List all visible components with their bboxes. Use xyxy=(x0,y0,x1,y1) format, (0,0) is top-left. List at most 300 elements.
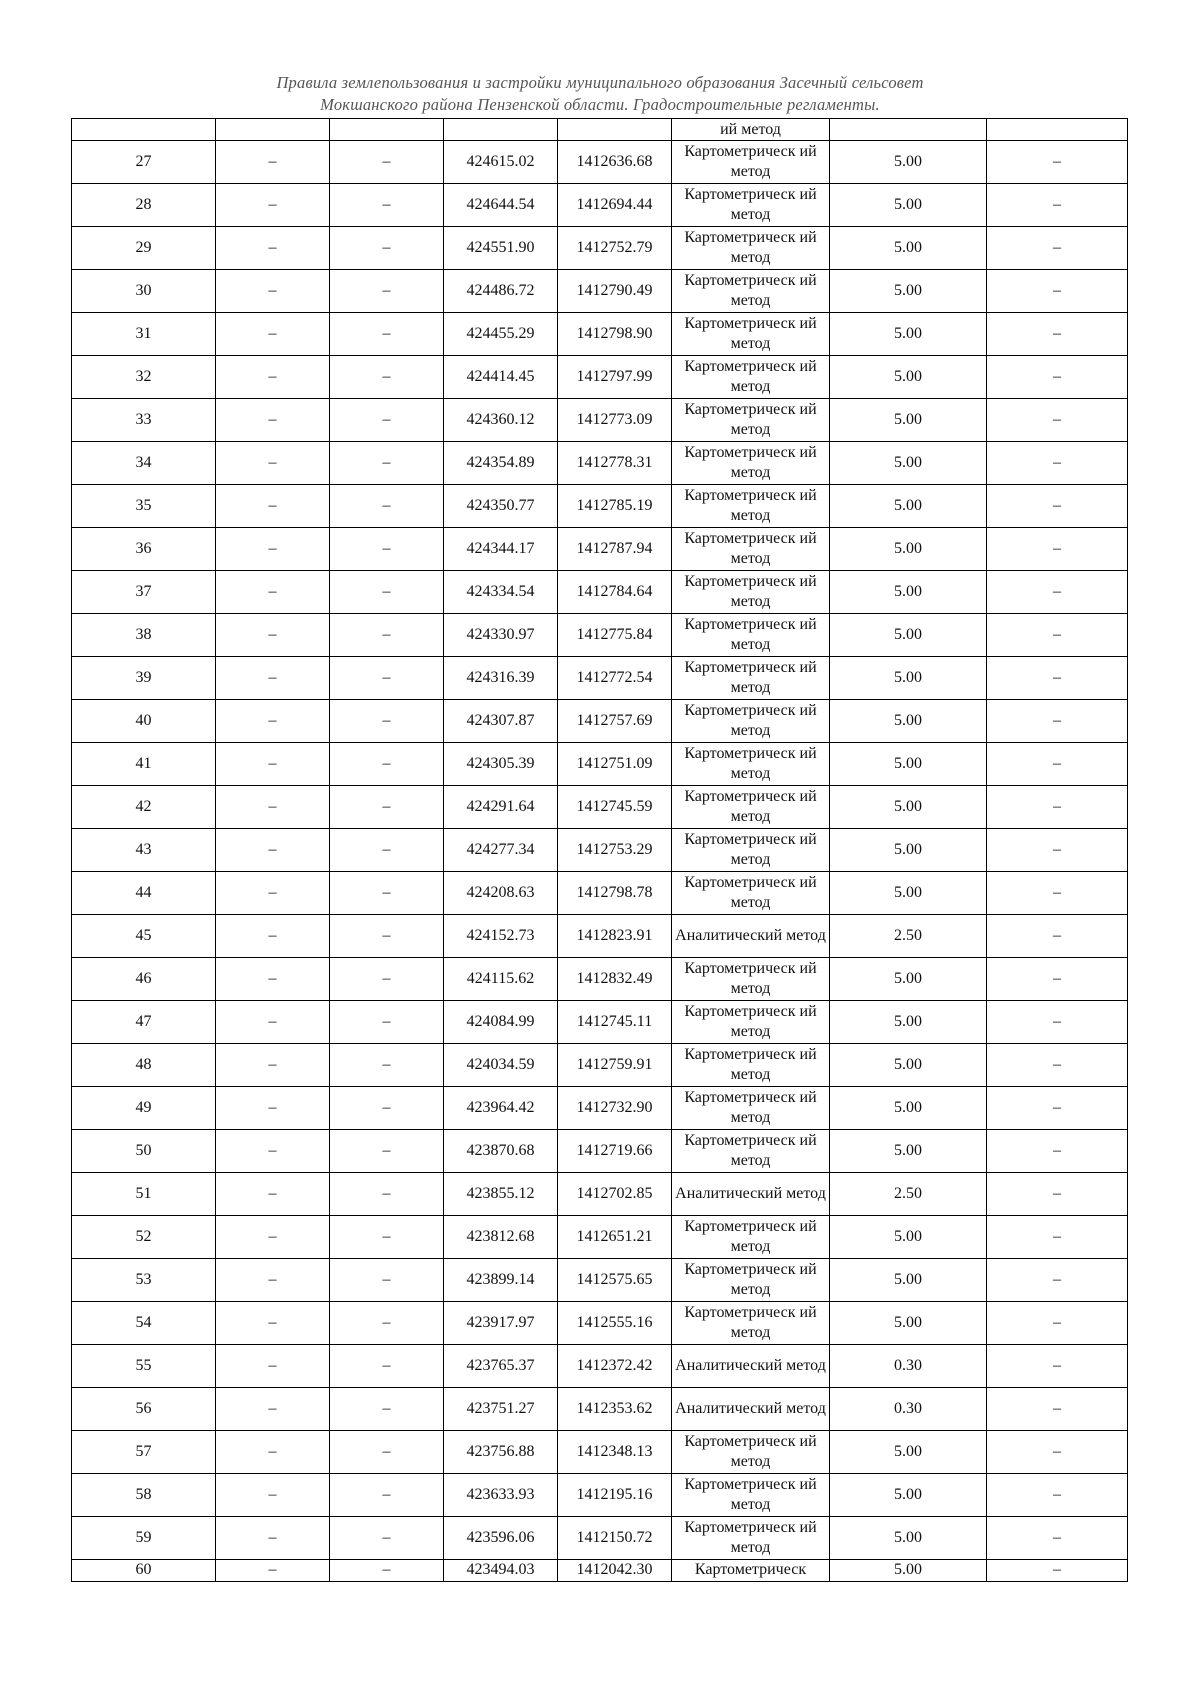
cell-y-coordinate: 1412752.79 xyxy=(558,227,672,270)
cell-dash: – xyxy=(216,657,330,700)
cell-y-coordinate: 1412784.64 xyxy=(558,571,672,614)
cell-dash: – xyxy=(216,528,330,571)
cell-accuracy: 5.00 xyxy=(830,1431,987,1474)
cell-method: Картометрическ ий метод xyxy=(672,141,830,184)
cell-y-coordinate: 1412757.69 xyxy=(558,700,672,743)
cell-accuracy: 5.00 xyxy=(830,571,987,614)
cell-point-number: 48 xyxy=(72,1044,216,1087)
cell-point-number: 34 xyxy=(72,442,216,485)
cell-point-number: 39 xyxy=(72,657,216,700)
cell-dash: – xyxy=(216,485,330,528)
cell-point-number: 30 xyxy=(72,270,216,313)
cell-dash: – xyxy=(987,614,1128,657)
cell-x-coordinate: 424307.87 xyxy=(444,700,558,743)
table-row xyxy=(72,915,1128,958)
cell-dash: – xyxy=(987,571,1128,614)
cell-dash: – xyxy=(330,485,444,528)
cell-method: Аналитический метод xyxy=(672,1388,830,1431)
cell-method: Картометрическ ий метод xyxy=(672,1044,830,1087)
cell-method: Картометрическ ий метод xyxy=(672,958,830,1001)
cell-accuracy: 5.00 xyxy=(830,1044,987,1087)
cell-point-number: 28 xyxy=(72,184,216,227)
cell-dash: – xyxy=(330,1474,444,1517)
cell-x-coordinate: 423855.12 xyxy=(444,1173,558,1216)
cell-x-coordinate: 423596.06 xyxy=(444,1517,558,1560)
table-row xyxy=(72,1302,1128,1345)
cell-method: Картометрическ ий метод xyxy=(672,614,830,657)
cell-x-coordinate: 424360.12 xyxy=(444,399,558,442)
cell-point-number: 36 xyxy=(72,528,216,571)
cell-x-coordinate: 423756.88 xyxy=(444,1431,558,1474)
cell-point-number: 33 xyxy=(72,399,216,442)
cell-y-coordinate: 1412732.90 xyxy=(558,1087,672,1130)
cell-y-coordinate: 1412150.72 xyxy=(558,1517,672,1560)
cell-point-number: 54 xyxy=(72,1302,216,1345)
cell-x-coordinate: 423964.42 xyxy=(444,1087,558,1130)
cell-x-coordinate: 423494.03 xyxy=(444,1560,558,1582)
cell-y-coordinate: 1412348.13 xyxy=(558,1431,672,1474)
cell-method: Картометрическ ий метод xyxy=(672,786,830,829)
table-row xyxy=(72,786,1128,829)
cell-x-coordinate: 424291.64 xyxy=(444,786,558,829)
cell-accuracy: 5.00 xyxy=(830,786,987,829)
cell-accuracy: 5.00 xyxy=(830,1001,987,1044)
cell-dash: – xyxy=(987,1130,1128,1173)
cell-y-coordinate: 1412778.31 xyxy=(558,442,672,485)
cell-point-number: 29 xyxy=(72,227,216,270)
cell-method: Картометрическ ий метод xyxy=(672,184,830,227)
cell-dash: – xyxy=(330,313,444,356)
table-row xyxy=(72,141,1128,184)
cell-dash: – xyxy=(330,786,444,829)
cell-point-number: 37 xyxy=(72,571,216,614)
table-row xyxy=(72,700,1128,743)
table-row xyxy=(72,485,1128,528)
table-row xyxy=(72,528,1128,571)
cell-dash: – xyxy=(330,1517,444,1560)
cell-dash: – xyxy=(216,1431,330,1474)
cell-point-number: 44 xyxy=(72,872,216,915)
cell-method: Картометрическ ий метод xyxy=(672,1216,830,1259)
table-row xyxy=(72,1044,1128,1087)
cell-dash: – xyxy=(216,141,330,184)
cell-dash: – xyxy=(987,829,1128,872)
cell-dash: – xyxy=(216,1388,330,1431)
cell-dash: – xyxy=(987,1560,1128,1582)
cell xyxy=(987,119,1128,141)
cell-x-coordinate: 424208.63 xyxy=(444,872,558,915)
cell-method: Картометрическ ий метод xyxy=(672,1517,830,1560)
cell-point-number: 55 xyxy=(72,1345,216,1388)
cell-dash: – xyxy=(216,1560,330,1582)
cell-accuracy: 5.00 xyxy=(830,1216,987,1259)
cell-method: Картометрическ ий метод xyxy=(672,270,830,313)
cell-accuracy: 5.00 xyxy=(830,442,987,485)
cell-dash: – xyxy=(987,1044,1128,1087)
cell-point-number: 52 xyxy=(72,1216,216,1259)
table-row xyxy=(72,184,1128,227)
cell-dash: – xyxy=(330,1431,444,1474)
cell-point-number: 51 xyxy=(72,1173,216,1216)
cell-dash: – xyxy=(987,1474,1128,1517)
cell-accuracy: 2.50 xyxy=(830,915,987,958)
cell-point-number: 49 xyxy=(72,1087,216,1130)
cell-method: Картометрическ ий метод xyxy=(672,485,830,528)
cell-accuracy: 5.00 xyxy=(830,528,987,571)
cell-x-coordinate: 424486.72 xyxy=(444,270,558,313)
cell-point-number: 31 xyxy=(72,313,216,356)
cell-method: Картометрическ ий метод xyxy=(672,356,830,399)
cell-x-coordinate: 424334.54 xyxy=(444,571,558,614)
cell-dash: – xyxy=(987,528,1128,571)
cell-y-coordinate: 1412775.84 xyxy=(558,614,672,657)
cell-dash: – xyxy=(216,958,330,1001)
cell-y-coordinate: 1412694.44 xyxy=(558,184,672,227)
table-row xyxy=(72,313,1128,356)
cell-dash: – xyxy=(987,270,1128,313)
cell-method: Картометрическ ий метод xyxy=(672,442,830,485)
cell-y-coordinate: 1412702.85 xyxy=(558,1173,672,1216)
table-row xyxy=(72,1001,1128,1044)
cell-y-coordinate: 1412787.94 xyxy=(558,528,672,571)
cell-point-number: 27 xyxy=(72,141,216,184)
cell-dash: – xyxy=(216,399,330,442)
cell-dash: – xyxy=(216,872,330,915)
cell-method: Картометрическ ий метод xyxy=(672,1087,830,1130)
cell-dash: – xyxy=(987,1173,1128,1216)
cell-method: Картометрическ ий метод xyxy=(672,700,830,743)
cell-method: Картометрическ ий метод xyxy=(672,1474,830,1517)
cell-method: Картометрическ ий метод xyxy=(672,1259,830,1302)
cell-point-number: 43 xyxy=(72,829,216,872)
cell-dash: – xyxy=(987,184,1128,227)
cell-dash: – xyxy=(987,313,1128,356)
table-row xyxy=(72,1087,1128,1130)
table-row xyxy=(72,1345,1128,1388)
cell-dash: – xyxy=(987,1517,1128,1560)
table-row xyxy=(72,1517,1128,1560)
cell-method: Картометрическ ий метод xyxy=(672,528,830,571)
cell-y-coordinate: 1412790.49 xyxy=(558,270,672,313)
cell-accuracy: 5.00 xyxy=(830,313,987,356)
cell-y-coordinate: 1412753.29 xyxy=(558,829,672,872)
cell-method: Картометрическ ий метод xyxy=(672,1431,830,1474)
cell-dash: – xyxy=(216,829,330,872)
cell-dash: – xyxy=(987,743,1128,786)
cell-dash: – xyxy=(330,1044,444,1087)
cell-dash: – xyxy=(987,958,1128,1001)
cell-dash: – xyxy=(987,1431,1128,1474)
cell-dash: – xyxy=(216,227,330,270)
cell-dash: – xyxy=(216,1130,330,1173)
cell-dash: – xyxy=(987,786,1128,829)
cell-x-coordinate: 423633.93 xyxy=(444,1474,558,1517)
cell-dash: – xyxy=(216,442,330,485)
cell-dash: – xyxy=(216,313,330,356)
cell-x-coordinate: 424152.73 xyxy=(444,915,558,958)
cell-x-coordinate: 423899.14 xyxy=(444,1259,558,1302)
cell-dash: – xyxy=(330,1345,444,1388)
table-row xyxy=(72,1216,1128,1259)
cell-dash: – xyxy=(330,743,444,786)
header-line-2: Мокшанского района Пензенской области. Градостроительные регламенты. xyxy=(320,95,880,114)
cell-accuracy: 5.00 xyxy=(830,270,987,313)
cell-y-coordinate: 1412785.19 xyxy=(558,485,672,528)
cell-dash: – xyxy=(216,743,330,786)
cell-y-coordinate: 1412797.99 xyxy=(558,356,672,399)
cell-method: Картометрическ ий метод xyxy=(672,227,830,270)
cell-accuracy: 0.30 xyxy=(830,1388,987,1431)
table-row-last xyxy=(72,1560,1128,1582)
cell-dash: – xyxy=(987,227,1128,270)
table-row xyxy=(72,399,1128,442)
table-row xyxy=(72,270,1128,313)
cell-dash: – xyxy=(216,1302,330,1345)
cell-dash: – xyxy=(987,485,1128,528)
cell-dash: – xyxy=(330,1560,444,1582)
table-body xyxy=(72,119,1128,1582)
cell-dash: – xyxy=(987,1216,1128,1259)
cell-y-coordinate: 1412832.49 xyxy=(558,958,672,1001)
cell-y-coordinate: 1412798.78 xyxy=(558,872,672,915)
cell-method: Картометрическ ий метод xyxy=(672,399,830,442)
cell-point-number: 45 xyxy=(72,915,216,958)
cell-point-number: 35 xyxy=(72,485,216,528)
cell-point-number: 46 xyxy=(72,958,216,1001)
cell-method: Картометрическ ий метод xyxy=(672,829,830,872)
cell-method: Картометрическ ий метод xyxy=(672,657,830,700)
cell-method: Картометрическ ий метод xyxy=(672,571,830,614)
cell-method: Аналитический метод xyxy=(672,1345,830,1388)
table-row xyxy=(72,829,1128,872)
cell-x-coordinate: 423751.27 xyxy=(444,1388,558,1431)
cell-dash: – xyxy=(330,1130,444,1173)
cell-dash: – xyxy=(216,786,330,829)
cell-accuracy: 2.50 xyxy=(830,1173,987,1216)
cell-dash: – xyxy=(216,1173,330,1216)
cell-dash: – xyxy=(216,700,330,743)
cell-method: Аналитический метод xyxy=(672,1173,830,1216)
cell-x-coordinate: 424277.34 xyxy=(444,829,558,872)
cell-dash: – xyxy=(987,141,1128,184)
cell-dash: – xyxy=(987,1302,1128,1345)
cell-dash: – xyxy=(216,356,330,399)
cell-point-number: 58 xyxy=(72,1474,216,1517)
cell-dash: – xyxy=(216,1001,330,1044)
page-header xyxy=(0,72,1200,116)
cell-method: ий метод xyxy=(672,119,830,141)
cell-dash: – xyxy=(330,1388,444,1431)
table-row xyxy=(72,1173,1128,1216)
cell-dash: – xyxy=(216,1087,330,1130)
cell-x-coordinate: 424644.54 xyxy=(444,184,558,227)
cell-method: Аналитический метод xyxy=(672,915,830,958)
cell-x-coordinate: 424344.17 xyxy=(444,528,558,571)
cell-point-number: 47 xyxy=(72,1001,216,1044)
cell-dash: – xyxy=(216,1216,330,1259)
cell-accuracy: 5.00 xyxy=(830,141,987,184)
cell-dash: – xyxy=(330,958,444,1001)
cell-dash: – xyxy=(216,571,330,614)
cell-x-coordinate: 424354.89 xyxy=(444,442,558,485)
cell xyxy=(830,119,987,141)
cell-accuracy: 5.00 xyxy=(830,1560,987,1582)
cell-dash: – xyxy=(987,1345,1128,1388)
cell-accuracy: 5.00 xyxy=(830,614,987,657)
cell-accuracy: 5.00 xyxy=(830,700,987,743)
cell-x-coordinate: 424330.97 xyxy=(444,614,558,657)
cell-dash: – xyxy=(987,442,1128,485)
cell-accuracy: 0.30 xyxy=(830,1345,987,1388)
table-row xyxy=(72,356,1128,399)
table-row xyxy=(72,614,1128,657)
cell-dash: – xyxy=(330,356,444,399)
cell-dash: – xyxy=(987,915,1128,958)
cell xyxy=(558,119,672,141)
cell-dash: – xyxy=(216,270,330,313)
cell-dash: – xyxy=(330,657,444,700)
cell-method: Картометрическ ий метод xyxy=(672,743,830,786)
cell xyxy=(216,119,330,141)
cell-accuracy: 5.00 xyxy=(830,872,987,915)
cell-point-number: 38 xyxy=(72,614,216,657)
cell-dash: – xyxy=(330,1001,444,1044)
cell-y-coordinate: 1412745.59 xyxy=(558,786,672,829)
cell-dash: – xyxy=(216,1044,330,1087)
cell-dash: – xyxy=(987,399,1128,442)
cell-y-coordinate: 1412372.42 xyxy=(558,1345,672,1388)
cell-point-number: 42 xyxy=(72,786,216,829)
table-row xyxy=(72,872,1128,915)
cell-x-coordinate: 424305.39 xyxy=(444,743,558,786)
cell-dash: – xyxy=(987,872,1128,915)
table-row-continuation xyxy=(72,119,1128,141)
table-row xyxy=(72,1259,1128,1302)
cell-x-coordinate: 424455.29 xyxy=(444,313,558,356)
cell-x-coordinate: 423812.68 xyxy=(444,1216,558,1259)
cell-x-coordinate: 423765.37 xyxy=(444,1345,558,1388)
cell-dash: – xyxy=(987,356,1128,399)
cell-method: Картометрическ ий метод xyxy=(672,872,830,915)
cell-point-number: 53 xyxy=(72,1259,216,1302)
cell-accuracy: 5.00 xyxy=(830,184,987,227)
cell-dash: – xyxy=(330,614,444,657)
cell-y-coordinate: 1412651.21 xyxy=(558,1216,672,1259)
cell-x-coordinate: 424350.77 xyxy=(444,485,558,528)
cell-method: Картометрическ ий метод xyxy=(672,1001,830,1044)
table-row xyxy=(72,1474,1128,1517)
cell-point-number: 57 xyxy=(72,1431,216,1474)
table-row xyxy=(72,227,1128,270)
header-line-1: Правила землепользования и застройки муниципального образования Засечный сельсовет xyxy=(276,73,924,92)
cell-x-coordinate: 424034.59 xyxy=(444,1044,558,1087)
table-row xyxy=(72,442,1128,485)
cell-dash: – xyxy=(330,141,444,184)
cell-y-coordinate: 1412798.90 xyxy=(558,313,672,356)
cell-point-number: 50 xyxy=(72,1130,216,1173)
cell-dash: – xyxy=(330,1259,444,1302)
cell-y-coordinate: 1412745.11 xyxy=(558,1001,672,1044)
cell-x-coordinate: 424316.39 xyxy=(444,657,558,700)
coordinates-table xyxy=(71,118,1128,1582)
cell-y-coordinate: 1412353.62 xyxy=(558,1388,672,1431)
cell-y-coordinate: 1412195.16 xyxy=(558,1474,672,1517)
cell-y-coordinate: 1412555.16 xyxy=(558,1302,672,1345)
cell-dash: – xyxy=(330,184,444,227)
cell-dash: – xyxy=(330,528,444,571)
table-row xyxy=(72,657,1128,700)
cell-point-number: 59 xyxy=(72,1517,216,1560)
cell-accuracy: 5.00 xyxy=(830,958,987,1001)
cell-dash: – xyxy=(330,442,444,485)
cell-y-coordinate: 1412042.30 xyxy=(558,1560,672,1582)
cell-point-number: 56 xyxy=(72,1388,216,1431)
cell-dash: – xyxy=(216,1517,330,1560)
cell-dash: – xyxy=(330,700,444,743)
cell-method: Картометрическ xyxy=(672,1560,830,1582)
cell-point-number: 41 xyxy=(72,743,216,786)
cell-accuracy: 5.00 xyxy=(830,1087,987,1130)
cell-dash: – xyxy=(330,270,444,313)
cell xyxy=(444,119,558,141)
cell-dash: – xyxy=(330,1087,444,1130)
cell-y-coordinate: 1412823.91 xyxy=(558,915,672,958)
cell-x-coordinate: 423870.68 xyxy=(444,1130,558,1173)
cell-y-coordinate: 1412636.68 xyxy=(558,141,672,184)
cell-x-coordinate: 424115.62 xyxy=(444,958,558,1001)
table-row xyxy=(72,1388,1128,1431)
table-row xyxy=(72,571,1128,614)
cell-method: Картометрическ ий метод xyxy=(672,1130,830,1173)
cell-y-coordinate: 1412773.09 xyxy=(558,399,672,442)
cell-x-coordinate: 424084.99 xyxy=(444,1001,558,1044)
cell-dash: – xyxy=(216,184,330,227)
cell-dash: – xyxy=(987,657,1128,700)
cell-dash: – xyxy=(987,1001,1128,1044)
cell-dash: – xyxy=(330,829,444,872)
cell-y-coordinate: 1412751.09 xyxy=(558,743,672,786)
cell-dash: – xyxy=(216,1345,330,1388)
cell-dash: – xyxy=(330,399,444,442)
cell-x-coordinate: 424551.90 xyxy=(444,227,558,270)
cell-accuracy: 5.00 xyxy=(830,1130,987,1173)
cell-accuracy: 5.00 xyxy=(830,1302,987,1345)
cell-accuracy: 5.00 xyxy=(830,657,987,700)
cell-dash: – xyxy=(216,614,330,657)
cell-y-coordinate: 1412719.66 xyxy=(558,1130,672,1173)
table-row xyxy=(72,1431,1128,1474)
cell-dash: – xyxy=(216,1259,330,1302)
cell-dash: – xyxy=(987,1259,1128,1302)
cell-point-number: 40 xyxy=(72,700,216,743)
cell-point-number: 60 xyxy=(72,1560,216,1582)
cell-x-coordinate: 424615.02 xyxy=(444,141,558,184)
table-row xyxy=(72,743,1128,786)
cell-dash: – xyxy=(987,700,1128,743)
cell-accuracy: 5.00 xyxy=(830,1474,987,1517)
table-row xyxy=(72,1130,1128,1173)
cell-method: Картометрическ ий метод xyxy=(672,313,830,356)
cell-y-coordinate: 1412759.91 xyxy=(558,1044,672,1087)
cell-dash: – xyxy=(330,227,444,270)
cell-y-coordinate: 1412575.65 xyxy=(558,1259,672,1302)
cell-x-coordinate: 423917.97 xyxy=(444,1302,558,1345)
cell-accuracy: 5.00 xyxy=(830,485,987,528)
cell xyxy=(330,119,444,141)
cell-accuracy: 5.00 xyxy=(830,1259,987,1302)
cell-point-number: 32 xyxy=(72,356,216,399)
cell-accuracy: 5.00 xyxy=(830,743,987,786)
